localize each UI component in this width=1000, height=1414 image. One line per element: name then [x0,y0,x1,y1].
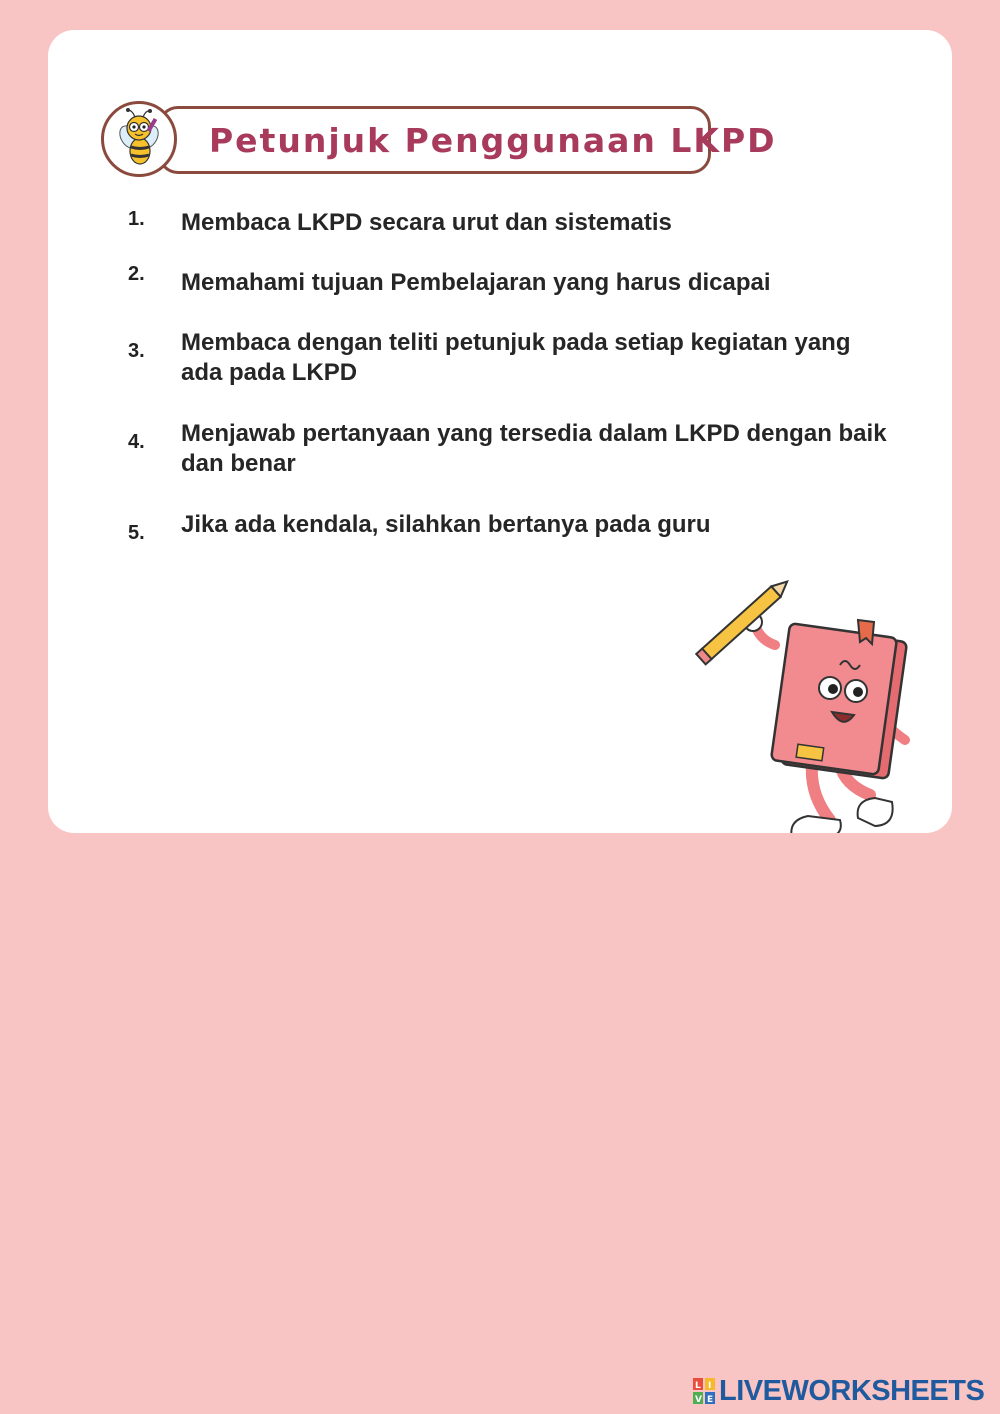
step-text: Jika ada kendala, silahkan bertanya pada guru [181,511,711,538]
step-number: 5. [128,522,145,544]
step-text: Membaca dengan teliti petunjuk pada setiap kegiatan yang ada pada LKPD [181,329,851,386]
list-item [128,328,888,419]
liveworksheets-logo-icon [693,1378,715,1404]
svg-text:L: L [695,1381,701,1391]
bee-mascot-icon [101,101,177,177]
list-item [128,419,888,510]
list-item [128,208,888,265]
step-text: Membaca LKPD secara urut dan sistematis [181,209,672,236]
step-text: Menjawab pertanyaan yang tersedia dalam LKPD dengan baik dan benar [181,420,887,477]
liveworksheets-logo [693,1374,984,1408]
step-number: 3. [128,340,145,362]
step-number: 1. [128,208,145,230]
instruction-list [128,208,888,550]
step-text: Memahami tujuan Pembelajaran yang harus dicapai [181,269,771,296]
list-item [128,265,888,328]
step-number: 2. [128,263,145,285]
svg-text:I: I [708,1381,712,1391]
book-mascot-icon [680,570,910,833]
title-banner [158,106,777,174]
list-item [128,510,888,550]
step-number: 4. [128,431,145,453]
svg-text:V: V [695,1395,702,1404]
content-card [48,30,952,833]
brand-name: LIVEWORKSHEETS [719,1374,985,1407]
page-title: Petunjuk Penggunaan LKPD [209,121,777,160]
svg-text:E: E [707,1395,714,1404]
